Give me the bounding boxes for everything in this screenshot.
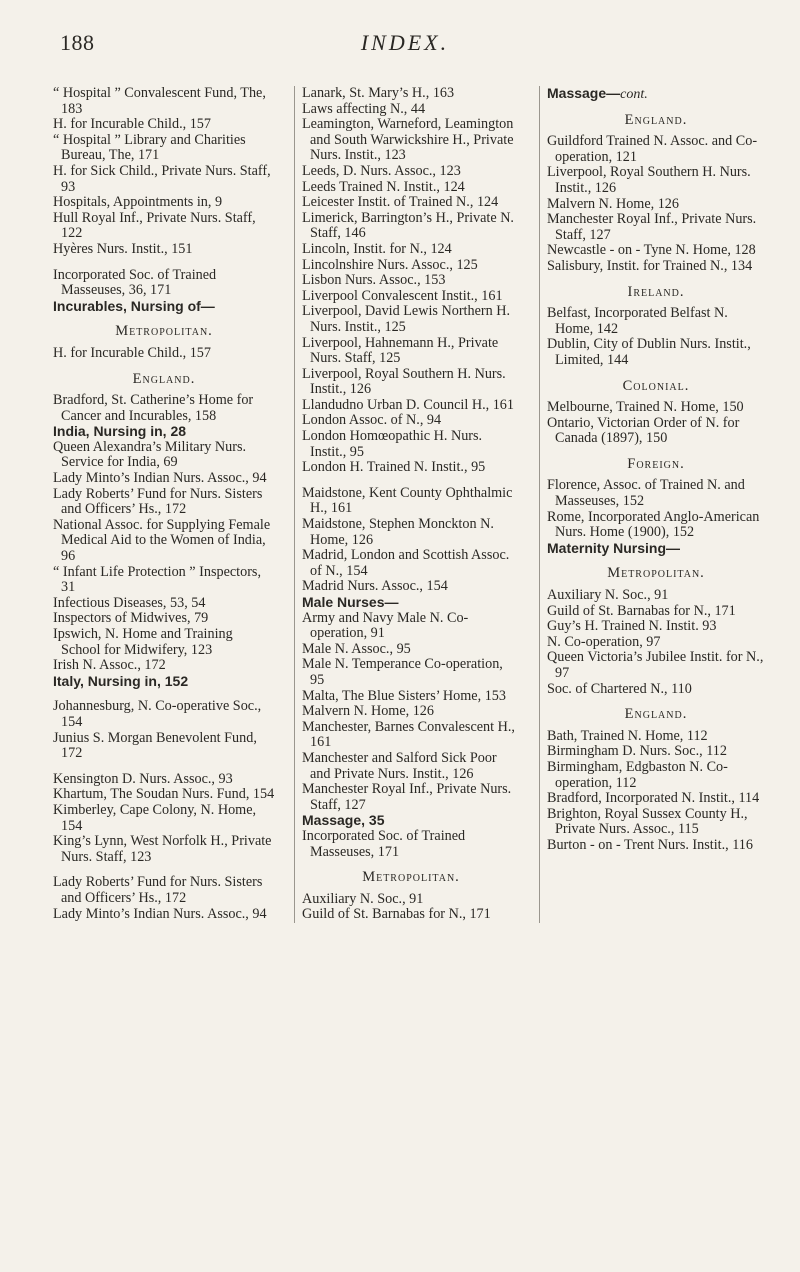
index-entry: Hull Royal Inf., Private Nurs. Staff, 122	[53, 209, 256, 242]
index-entry: “ Hospital ” Convalescent Fund, The, 183	[53, 85, 266, 117]
index-entry: King’s Lynn, West Norfolk H., Private Nurs. Staff, 123	[53, 833, 272, 865]
page-number: 188	[60, 30, 95, 55]
index-entry: Liverpool Convalescent Instit., 161	[302, 287, 503, 304]
index-entry: “ Hospital ” Library and Charities Bureau, The, 171	[53, 131, 246, 164]
index-heading-text: Massage—	[547, 85, 621, 101]
index-entry: Bradford, Incorporated N. Instit., 114	[547, 790, 760, 807]
index-heading	[547, 86, 765, 103]
index-subheading: Ireland.	[627, 283, 685, 300]
index-subheading: Metropolitan.	[362, 869, 460, 886]
index-subheading: England.	[132, 370, 196, 387]
index-entry: Lisbon Nurs. Assoc., 153	[302, 272, 446, 289]
index-entry: Kimberley, Cape Colony, N. Home, 154	[53, 801, 257, 834]
index-entry: Malvern N. Home, 126	[302, 703, 434, 720]
index-column-3	[539, 86, 765, 923]
index-heading-text: Male Nurses—	[302, 594, 399, 610]
page-header	[60, 30, 750, 62]
index-column-2	[294, 86, 520, 923]
index-entry: Florence, Assoc. of Trained N. and Masseuses, 152	[547, 477, 745, 510]
index-entry: Manchester, Barnes Convalescent H., 161	[302, 718, 515, 751]
index-entry: N. Co-operation, 97	[547, 633, 661, 650]
index-entry: Soc. of Chartered N., 110	[547, 680, 692, 697]
index-entry: Newcastle - on - Tyne N. Home, 128	[547, 242, 756, 259]
index-entry: Lady Minto’s Indian Nurs. Assoc., 94	[53, 470, 267, 487]
index-entry: Johannesburg, N. Co-operative Soc., 154	[53, 698, 262, 730]
index-entry: Junius S. Morgan Benevolent Fund, 172	[53, 729, 257, 762]
index-entry: Melbourne, Trained N. Home, 150	[547, 399, 744, 416]
index-heading-text: Maternity Nursing—	[547, 539, 681, 556]
index-heading-text: India, Nursing in, 28	[53, 423, 187, 440]
index-entry: Birmingham D. Nurs. Soc., 112	[547, 743, 727, 760]
index-entry: London H. Trained N. Instit., 95	[302, 459, 486, 476]
index-subheading: Metropolitan.	[607, 565, 705, 582]
index-entry: Birmingham, Edgbaston N. Co-operation, 112	[547, 758, 728, 791]
index-entry: Bath, Trained N. Home, 112	[547, 727, 708, 744]
index-entry: Malvern N. Home, 126	[547, 195, 679, 212]
index-entry: H. for Sick Child., Private Nurs. Staff, 93	[53, 162, 271, 195]
index-heading	[302, 595, 520, 611]
index-entry: “ Infant Life Protection ” Inspectors, 31	[53, 563, 262, 596]
index-entry: Burton - on - Trent Nurs. Instit., 116	[547, 836, 753, 853]
index-entry: Inspectors of Midwives, 79	[53, 610, 209, 627]
index-columns	[53, 86, 765, 923]
index-entry: Leeds Trained N. Instit., 124	[302, 178, 465, 195]
index-entry: Madrid, London and Scottish Assoc. of N., 154	[302, 547, 510, 579]
index-heading	[547, 541, 765, 557]
index-heading-text: Massage, 35	[302, 812, 385, 829]
index-entry: Liverpool, David Lewis Northern H. Nurs. Instit., 125	[302, 303, 511, 335]
index-entry: Liverpool, Hahnemann H., Private Nurs. Staff, 125	[302, 334, 499, 367]
index-entry: Male N. Temperance Co-operation, 95	[302, 656, 503, 688]
index-entry: Queen Alexandra’s Military Nurs. Service for India, 69	[53, 438, 247, 471]
running-title: INDEX.	[360, 30, 450, 55]
index-heading	[53, 424, 275, 440]
index-entry: Queen Victoria’s Jubilee Instit. for N., 97	[547, 649, 764, 681]
index-entry: Lady Minto’s Indian Nurs. Assoc., 94	[53, 905, 267, 922]
heading-continued-label: cont.	[620, 87, 648, 102]
index-entry: Llandudno Urban D. Council H., 161	[302, 396, 514, 413]
index-entry: Kensington D. Nurs. Assoc., 93	[53, 770, 233, 787]
index-entry: Liverpool, Royal Southern H. Nurs. Instit., 126	[302, 365, 506, 398]
index-entry: Auxiliary N. Soc., 91	[547, 587, 669, 604]
index-entry: Rome, Incorporated Anglo-American Nurs. Home (1900), 152	[547, 508, 760, 541]
index-entry: Madrid Nurs. Assoc., 154	[302, 578, 448, 595]
index-entry: Limerick, Barrington’s H., Private N. Staff, 146	[302, 209, 514, 242]
index-entry: Ipswich, N. Home and Training School for Midwifery, 123	[53, 626, 233, 658]
index-entry: Malta, The Blue Sisters’ Home, 153	[302, 687, 506, 704]
index-subheading: Colonial.	[622, 377, 690, 394]
index-heading	[53, 299, 275, 315]
index-entry: Manchester and Salford Sick Poor and Private Nurs. Instit., 126	[302, 749, 497, 782]
index-entry: Lanark, St. Mary’s H., 163	[302, 85, 455, 101]
index-entry: Ontario, Victorian Order of N. for Canada (1897), 150	[547, 414, 740, 447]
index-entry: Lady Roberts’ Fund for Nurs. Sisters and Officers’ Hs., 172	[53, 874, 263, 906]
index-entry: Incorporated Soc. of Trained Masseuses, 171	[302, 827, 466, 860]
index-entry: Guildford Trained N. Assoc. and Co-operation, 121	[547, 133, 758, 165]
index-entry: Hyères Nurs. Instit., 151	[53, 240, 193, 257]
index-heading-text: Incurables, Nursing of—	[53, 297, 215, 314]
index-entry: Lady Roberts’ Fund for Nurs. Sisters and Officers’ Hs., 172	[53, 485, 263, 518]
index-entry: Khartum, The Soudan Nurs. Fund, 154	[53, 786, 275, 803]
index-entry: H. for Incurable Child., 157	[53, 344, 211, 361]
index-entry: Leamington, Warneford, Leamington and South Warwickshire H., Private Nurs. Instit., 123	[302, 116, 514, 164]
index-entry: Guild of St. Barnabas for N., 171	[547, 602, 736, 619]
index-entry: Hospitals, Appointments in, 9	[53, 194, 223, 211]
index-entry: Lincoln, Instit. for N., 124	[302, 240, 452, 257]
index-entry: Leeds, D. Nurs. Assoc., 123	[302, 162, 461, 179]
index-entry: Guild of St. Barnabas for N., 171	[302, 906, 491, 923]
index-entry: Laws affecting N., 44	[302, 100, 426, 117]
index-entry: Army and Navy Male N. Co-operation, 91	[302, 609, 469, 642]
index-entry: Maidstone, Kent County Ophthalmic H., 161	[302, 484, 513, 517]
index-entry: Maidstone, Stephen Monckton N. Home, 126	[302, 516, 494, 548]
index-entry: Manchester Royal Inf., Private Nurs. Staff, 127	[547, 211, 757, 243]
index-entry: Dublin, City of Dublin Nurs. Instit., Limited, 144	[547, 336, 751, 368]
index-subheading: Foreign.	[627, 455, 685, 472]
index-subheading: England.	[624, 706, 688, 723]
index-subheading: England.	[624, 111, 688, 128]
index-entry: Belfast, Incorporated Belfast N. Home, 142	[547, 305, 728, 337]
index-entry: Manchester Royal Inf., Private Nurs. Staff, 127	[302, 781, 512, 813]
index-column-1	[53, 86, 275, 923]
index-entry: Brighton, Royal Sussex County H., Private Nurs. Assoc., 115	[547, 805, 748, 838]
index-entry: Male N. Assoc., 95	[302, 640, 411, 657]
index-entry: Leicester Instit. of Trained N., 124	[302, 194, 499, 211]
index-entry: Irish N. Assoc., 172	[53, 657, 166, 674]
index-entry: London Assoc. of N., 94	[302, 412, 442, 429]
index-subheading: Metropolitan.	[115, 323, 213, 340]
index-entry: London Homœopathic H. Nurs. Instit., 95	[302, 428, 483, 460]
index-heading	[302, 813, 520, 829]
index-entry: National Assoc. for Supplying Female Medical Aid to the Women of India, 96	[53, 516, 271, 565]
index-entry: Bradford, St. Catherine’s Home for Cancer and Incurables, 158	[53, 392, 254, 424]
index-entry: Guy’s H. Trained N. Instit. 93	[547, 618, 717, 635]
index-entry: Auxiliary N. Soc., 91	[302, 890, 424, 907]
index-entry: Liverpool, Royal Southern H. Nurs. Instit., 126	[547, 164, 751, 196]
index-entry: Lincolnshire Nurs. Assoc., 125	[302, 256, 478, 273]
index-entry: Salisbury, Instit. for Trained N., 134	[547, 257, 753, 274]
index-entry: H. for Incurable Child., 157	[53, 116, 211, 133]
index-heading	[53, 674, 275, 690]
index-heading-text: Italy, Nursing in, 152	[53, 672, 189, 689]
index-entry: Incorporated Soc. of Trained Masseuses, 36, 171	[53, 266, 217, 299]
index-entry: Infectious Diseases, 53, 54	[53, 594, 206, 611]
